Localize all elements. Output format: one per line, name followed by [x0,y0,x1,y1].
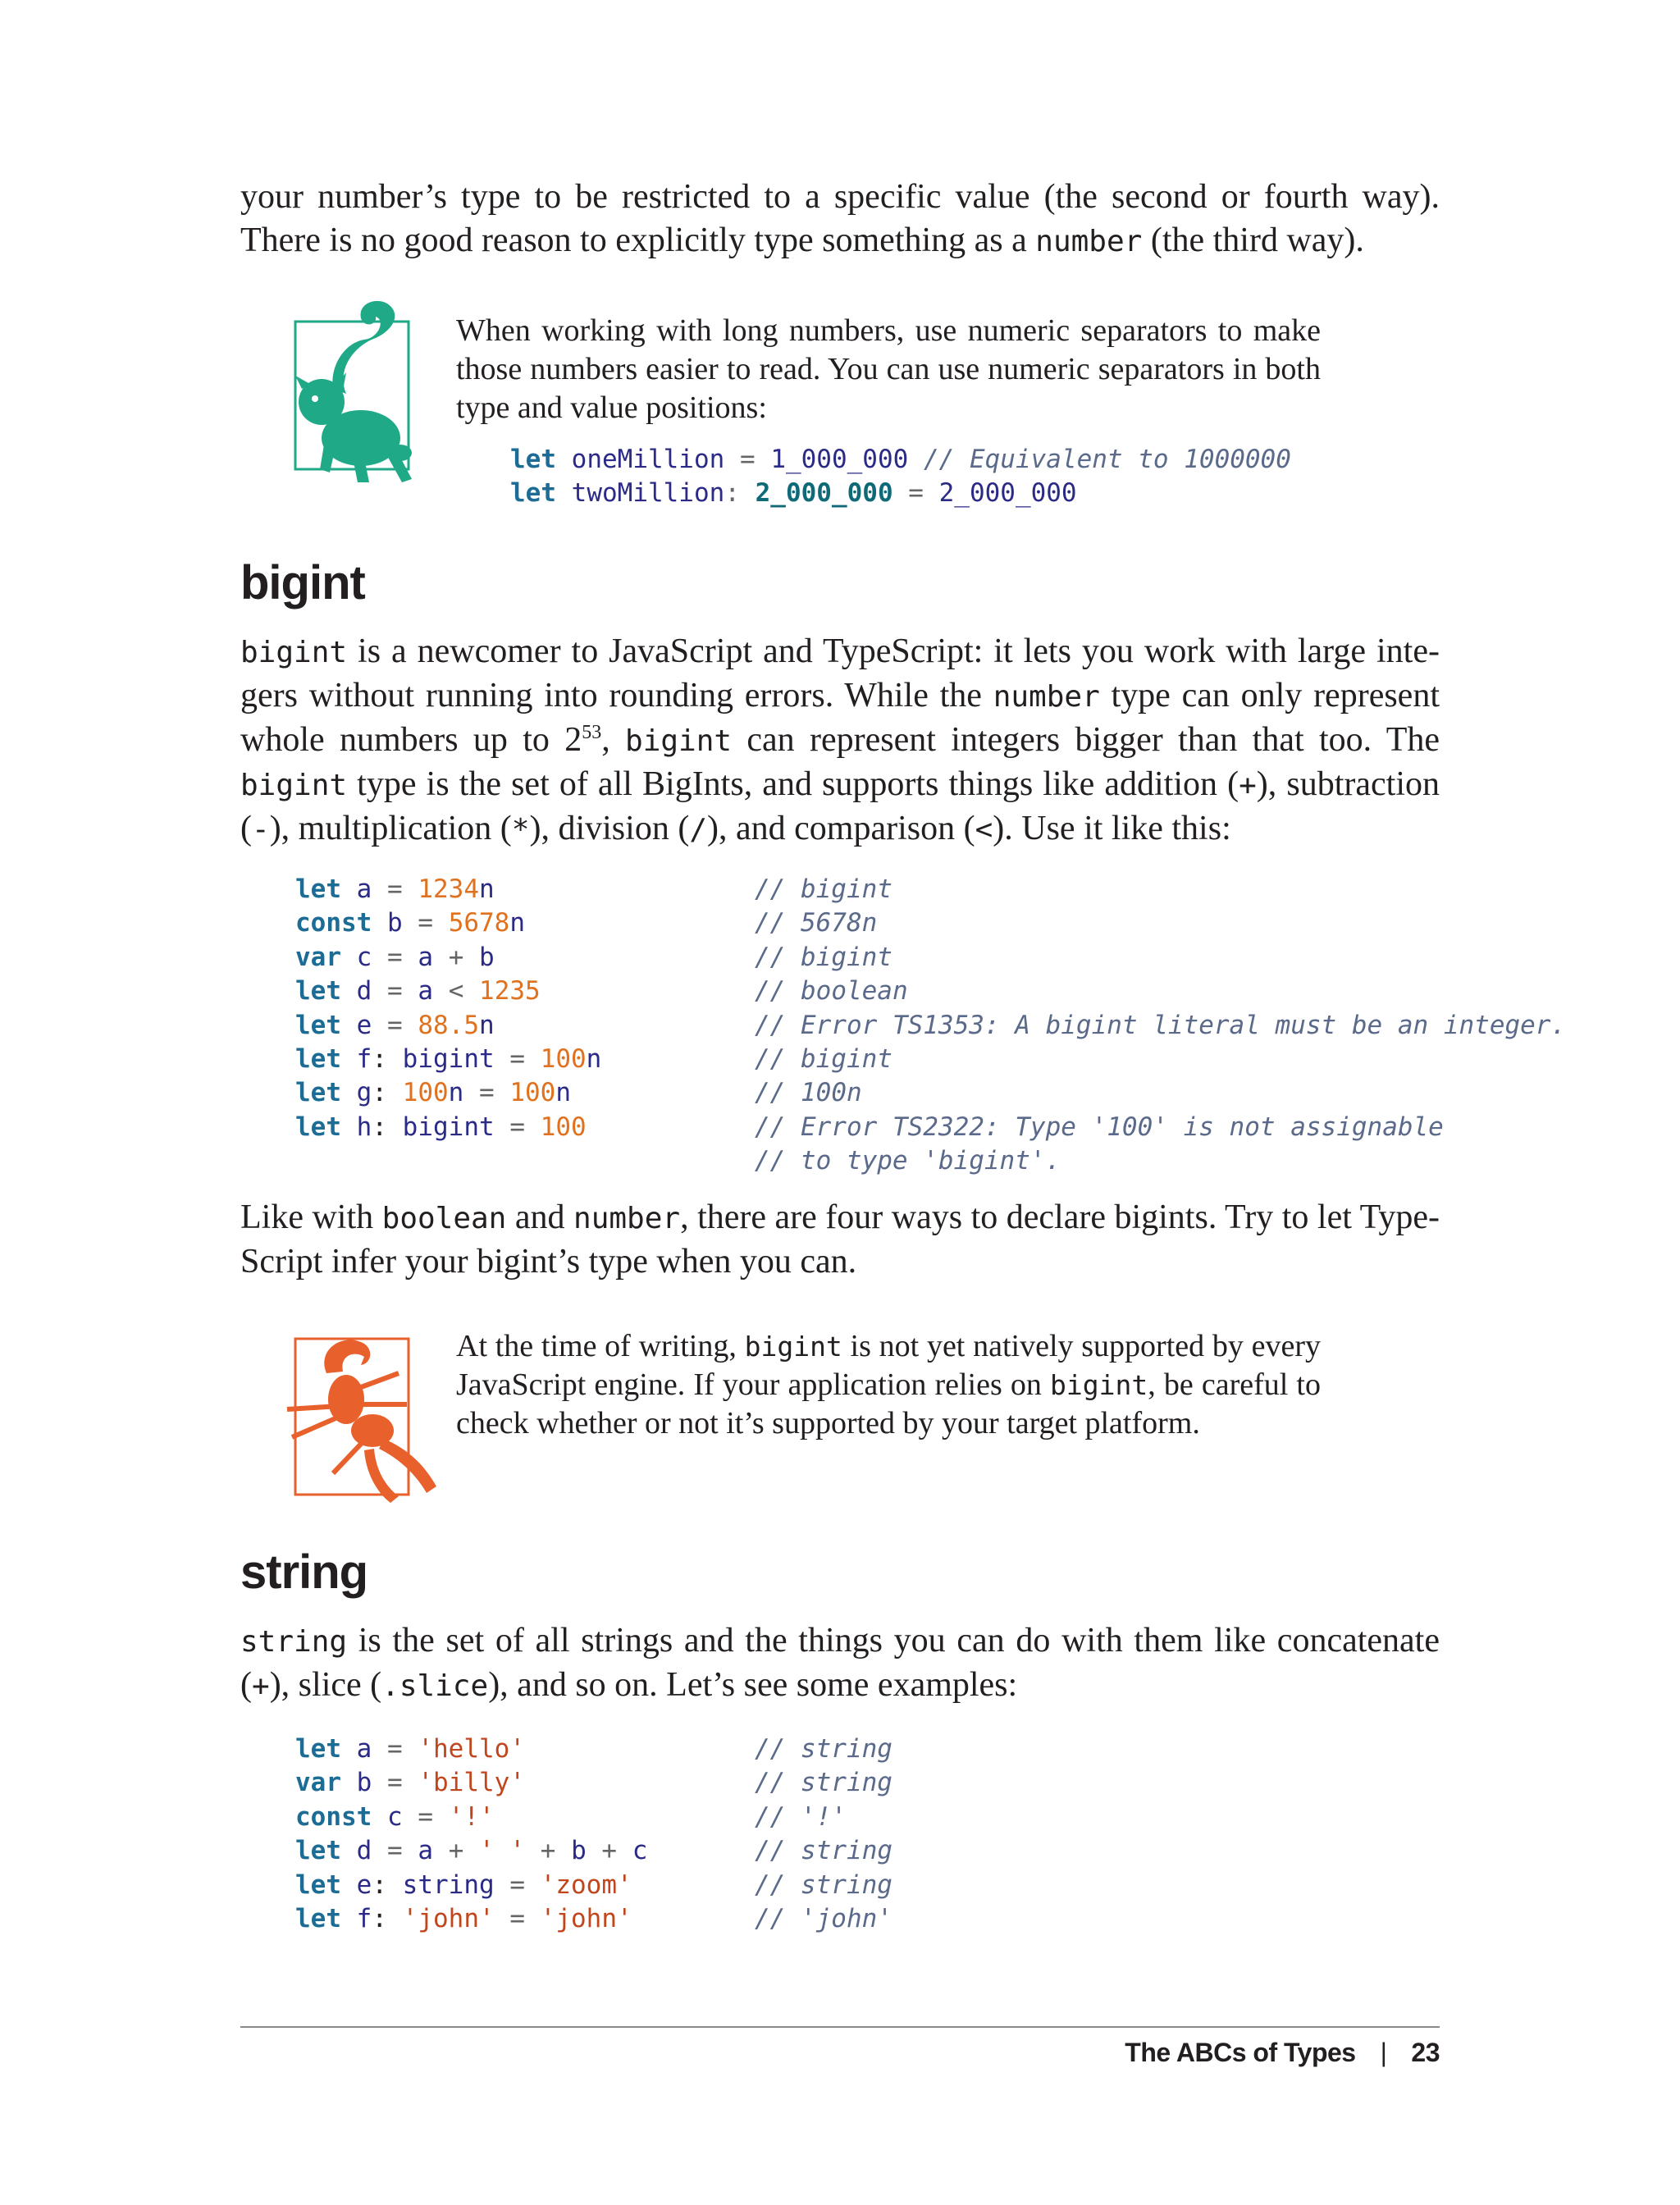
inline-code: / [689,813,707,847]
code-line: let d = a < 1235 // boolean [295,976,908,1007]
chapter-title: The ABCs of Types [1125,2038,1356,2067]
inline-code: < [975,813,993,847]
inline-code: bigint [240,769,348,802]
scorpion-icon [276,1326,448,1506]
code-line: let e: string = 'zoom' // string [295,1869,892,1900]
section-heading-string: string [240,1545,368,1599]
text: ), division ( [529,810,690,847]
code-line: // to type 'bigint'. [754,1146,1061,1176]
intro-line-2-end: (the third way). [1142,221,1364,259]
inline-code: + [1239,769,1257,802]
string-code-block [295,1732,892,1936]
text: Like with [240,1198,382,1236]
text: ), and comparison ( [707,810,975,847]
code-line: let h: bigint = 100 // Error TS2322: Type '100' is not assignable [295,1112,1444,1142]
intro-line-2-text: There is no good reason to explicitly type something as a [240,221,1036,259]
code-keyword: let [510,478,556,508]
inline-code: bigint [1050,1369,1148,1401]
inline-code: bigint [240,636,348,669]
text: ), and so on. Let’s see some examples: [488,1666,1018,1704]
text: is the set of all strings and the things you can do with them like concatenate ( [240,1622,1440,1704]
code-identifier: twoMillion [556,478,725,508]
code-comment: // Equivalent to 1000000 [908,445,1291,474]
warning-callout [456,1327,1321,1443]
text: type is the set of all BigInts, and supports things like addition ( [347,765,1239,803]
tip-code-block [510,443,1291,510]
code-identifier: oneMillion [556,445,725,474]
page-number: 23 [1411,2038,1440,2067]
code-line: let g: 100n = 100n // 100n [295,1078,862,1108]
inline-code: boolean [381,1202,507,1235]
inline-code: * [511,813,530,847]
code-operator: : [724,478,756,508]
code-line: let f: 'john' = 'john' // 'john' [295,1904,892,1934]
text: is not yet natively supported by every JavaScript engine. If your application relies on [456,1329,1321,1402]
text: , be careful to check whether or not it’s supported by your target platform. [456,1367,1321,1440]
tip-callout [456,312,1321,427]
page-footer [1125,2038,1440,2068]
code-line: let d = a + ' ' + b + c // string [295,1836,893,1866]
text: ), multiplication ( [269,810,512,847]
lemur-icon [279,297,418,494]
bigint-followup-paragraph [240,1196,1440,1284]
string-paragraph [240,1619,1440,1708]
code-type: 2_000_000 [755,478,893,508]
text: At the time of writing, [456,1329,745,1363]
inline-code: number [573,1202,681,1235]
footer-rule [240,2026,1440,2028]
inline-code: bigint [625,724,733,758]
code-operator: = [724,445,771,474]
footer-separator: | [1380,2038,1387,2067]
section-heading-bigint: bigint [240,556,365,609]
bigint-code-block [295,873,1566,1179]
code-line: let a = 1234n // bigint [295,874,892,904]
text: ), subtraction ( [240,765,1440,847]
inline-code: number [1035,225,1143,258]
bigint-paragraph [240,630,1440,851]
code-literal: 2_000_000 [938,478,1077,508]
inline-code: bigint [744,1331,842,1363]
text: and [506,1198,574,1236]
code-line: let e = 88.5n // Error TS1353: A bigint literal must be an integer. [295,1010,1567,1040]
text: type can only represent whole numbers up to 2 [240,677,1440,759]
code-keyword: let [510,445,556,474]
text: , [601,721,626,759]
code-line: var b = 'billy' // string [295,1768,892,1798]
code-literal: 1_000_000 [770,445,909,474]
text: ). Use it like this: [993,810,1231,847]
text: can represent integers bigger than that too. The [732,721,1440,759]
inline-code: - [252,813,270,847]
code-operator: = [892,478,939,508]
text: , there are four ways to declare bigints. Try to let TypeScript infer your bigint’s type when you can. [240,1198,1440,1281]
code-line: let f: bigint = 100n // bigint [295,1044,892,1075]
code-line: const c = '!' // '!' [295,1801,847,1832]
code-line: const b = 5678n // 5678n [295,908,878,938]
intro-line-1: your number’s type to be restricted to a specific value (the second or fourth way). [240,178,1440,216]
inline-code: string [240,1625,348,1659]
superscript: 53 [582,722,602,743]
code-line: var c = a + b // bigint [295,942,892,972]
inline-code: .slice [381,1669,489,1703]
text: ), slice ( [269,1666,382,1704]
text: is a newcomer to JavaScript and TypeScript: it lets you work with large integers without running into rounding errors. While the [240,632,1440,714]
inline-code: + [252,1669,270,1703]
inline-code: number [993,680,1100,714]
tip-text: When working with long numbers, use numeric separators to make those numbers easier to read. You can use numeric separators in both type and value positions: [456,313,1321,425]
code-line: let a = 'hello' // string [295,1734,892,1764]
intro-paragraph [240,176,1440,263]
